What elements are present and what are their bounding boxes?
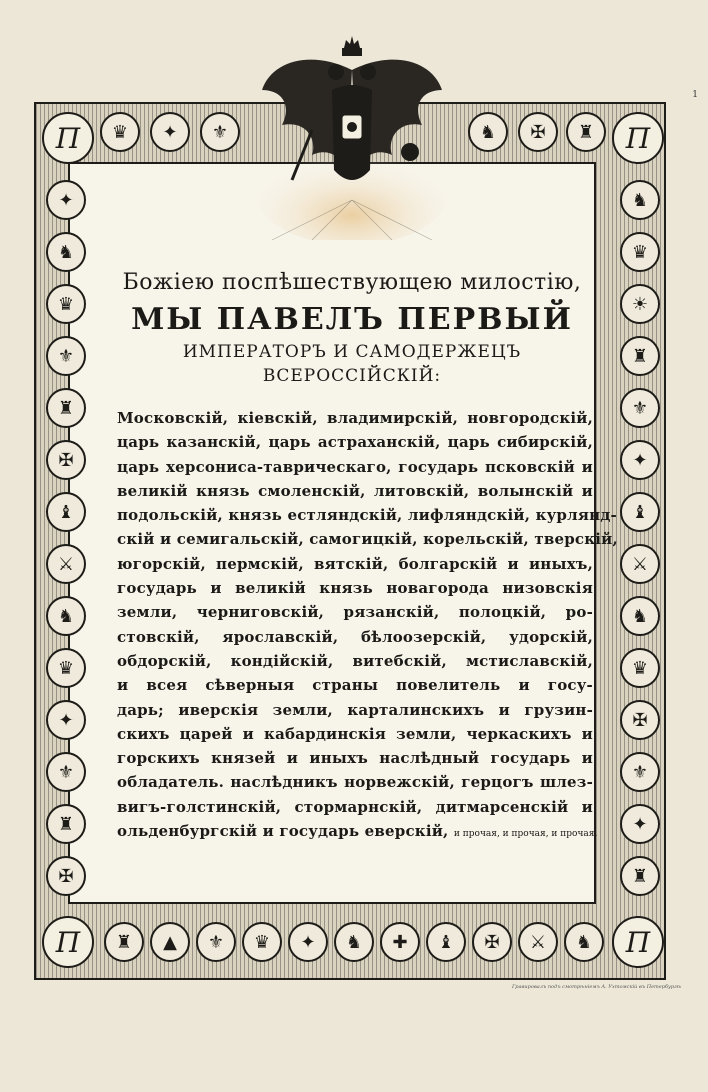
coat-of-arms-icon: ♜: [46, 388, 86, 428]
coat-of-arms-icon: ♝: [620, 492, 660, 532]
coat-of-arms-icon: ⚜: [46, 336, 86, 376]
coat-of-arms-icon: ♛: [620, 232, 660, 272]
coat-of-arms-icon: ☀: [620, 284, 660, 324]
coat-of-arms-icon: ♝: [426, 922, 466, 962]
coat-of-arms-icon: ♞: [468, 112, 508, 152]
text-line: скихъ царей и кабардинскія земли, черкаскихъ и: [117, 724, 593, 743]
coat-of-arms-icon: ✠: [518, 112, 558, 152]
coat-of-arms-icon: ♛: [46, 284, 86, 324]
text-line: земли, черниговскій, рязанскій, полоцкій, ро-: [117, 603, 593, 622]
engraver-credit: Гравировалъ подъ смотрѣніемъ А. Ухтомскій въ Петербургѣ: [512, 984, 682, 990]
monogram-top-left: П: [42, 112, 94, 164]
coat-of-arms-icon: ⚜: [620, 752, 660, 792]
coat-of-arms-icon: ♞: [46, 596, 86, 636]
text-line: царь казанскій, царь астраханскій, царь сибирскій,: [117, 433, 593, 452]
final-line: [117, 819, 598, 846]
coat-of-arms-icon: ✦: [46, 180, 86, 220]
monogram-top-right: П: [612, 112, 664, 164]
coat-of-arms-icon: ♞: [620, 596, 660, 636]
coat-of-arms-icon: ♛: [242, 922, 282, 962]
text-line: царь херсониса-таврическаго, государь псковскій и: [117, 457, 593, 476]
text-line: вигъ-голстинскій, стормарнскій, дитмарсенскій и: [117, 797, 593, 816]
heading-line: ВСЕРОССІЙСКІЙ:: [262, 366, 442, 386]
coat-of-arms-icon: ♝: [46, 492, 86, 532]
page-number: 1: [692, 90, 698, 100]
coat-of-arms-icon: ✦: [620, 804, 660, 844]
text-line: Московскій, кіевскій, владимирскій, новгородскій,: [117, 409, 593, 427]
coat-of-arms-icon: ⚜: [196, 922, 236, 962]
text-line: великій князь смоленскій, литовскій, волынскій и: [117, 481, 593, 500]
text-line: обдорскій, кондійскій, витебскій, мстиславскій,: [117, 651, 593, 670]
coat-of-arms-icon: ✠: [46, 856, 86, 896]
coat-of-arms-icon: ♛: [46, 648, 86, 688]
coat-of-arms-icon: ⚜: [200, 112, 240, 152]
coat-of-arms-icon: ♞: [46, 232, 86, 272]
text-line: горскихъ князей и иныхъ наслѣдный государь и: [117, 749, 593, 768]
coat-of-arms-icon: ♛: [620, 648, 660, 688]
coat-of-arms-icon: ♞: [334, 922, 374, 962]
coat-of-arms-icon: ✠: [46, 440, 86, 480]
coat-of-arms-icon: ✦: [288, 922, 328, 962]
text-line: дарь; иверскія земли, карталинскихъ и грузин-: [117, 700, 593, 719]
closing-phrase: и прочая, и прочая, и прочая.: [453, 829, 598, 840]
coat-of-arms-icon: ⚜: [620, 388, 660, 428]
double-headed-eagle-icon: [252, 30, 452, 240]
coat-of-arms-icon: ♜: [620, 336, 660, 376]
heading-line: Божіею поспѣшествующею милостію,: [122, 270, 582, 295]
coat-of-arms-icon: ♜: [46, 804, 86, 844]
coat-of-arms-icon: ✦: [620, 440, 660, 480]
text-line: подольскій, князь естляндскій, лифляндскій, курлянд-: [117, 506, 617, 525]
coat-of-arms-icon: ♜: [104, 922, 144, 962]
text-line: и всея сѣверныя страны повелитель и госу-: [117, 676, 593, 695]
coat-of-arms-icon: ♛: [100, 112, 140, 152]
coat-of-arms-icon: ⚜: [46, 752, 86, 792]
monogram-bottom-left: П: [42, 916, 94, 968]
coat-of-arms-icon: ♜: [620, 856, 660, 896]
text-line: ольденбургскій и государь еверскій,: [117, 822, 449, 841]
emperor-title: МЫ ПАВЕЛЪ ПЕРВЫЙ: [131, 302, 573, 337]
coat-of-arms-icon: ♞: [564, 922, 604, 962]
text-line: скій и семигальскій, самогицкій, корельскій, тверскій,: [117, 530, 618, 549]
coat-of-arms-icon: ▲: [150, 922, 190, 962]
text-line: обладатель. наслѣдникъ норвежскій, герцогъ шлез-: [117, 773, 593, 792]
coat-of-arms-icon: ⚔: [518, 922, 558, 962]
coat-of-arms-icon: ⚔: [620, 544, 660, 584]
coat-of-arms-icon: ✦: [46, 700, 86, 740]
text-line: стовскій, ярославскій, бѣлоозерскій, удорскій,: [117, 627, 593, 646]
text-line: государь и великій князь новагорода низовскія: [117, 579, 593, 598]
coat-of-arms-icon: ⚔: [46, 544, 86, 584]
coat-of-arms-icon: ✦: [150, 112, 190, 152]
title-block: [108, 266, 596, 388]
text-line: югорскій, пермскій, вятскій, болгарскій и иныхъ,: [117, 554, 593, 573]
imperial-titles-text: [117, 406, 618, 846]
heading-line: ИМПЕРАТОРЪ И САМОДЕРЖЕЦЪ: [182, 342, 522, 362]
coat-of-arms-icon: ♞: [620, 180, 660, 220]
monogram-bottom-right: П: [612, 916, 664, 968]
coat-of-arms-icon: ✚: [380, 922, 420, 962]
coat-of-arms-icon: ✠: [620, 700, 660, 740]
coat-of-arms-icon: ♜: [566, 112, 606, 152]
coat-of-arms-icon: ✠: [472, 922, 512, 962]
